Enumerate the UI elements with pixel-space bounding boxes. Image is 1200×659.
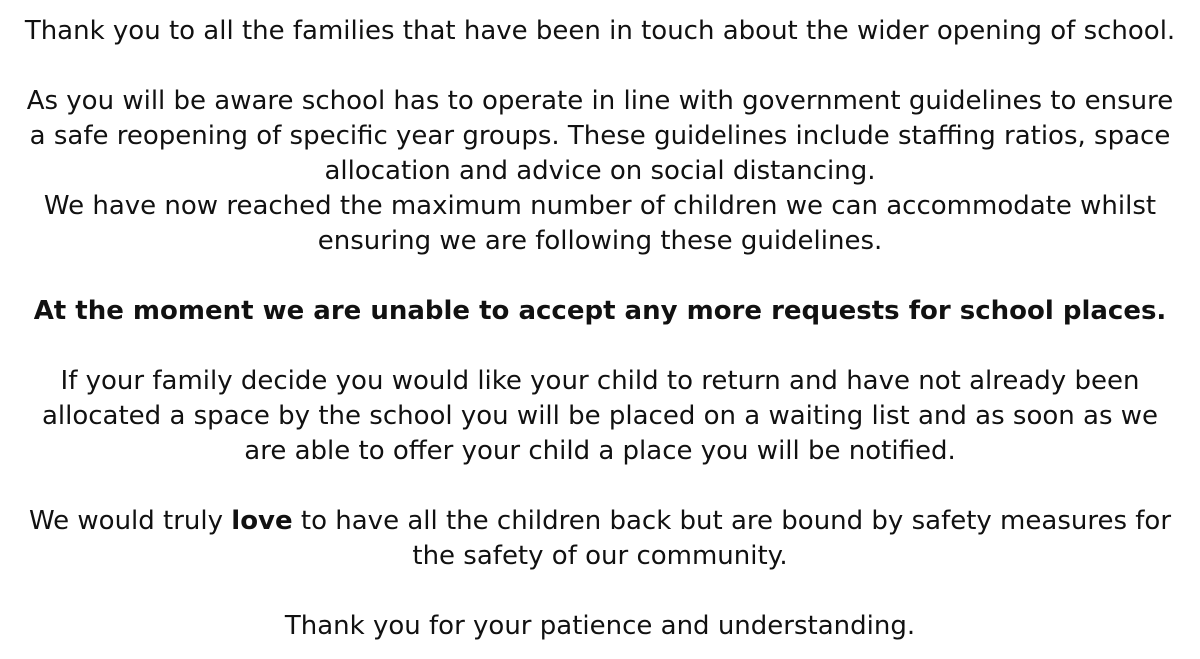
maximum-reached-paragraph: We have now reached the maximum number of children we can accommodate whilst ensuring we are following these guidelines. [43, 191, 1157, 256]
love-children-back-paragraph [20, 504, 1180, 574]
government-guidelines-paragraph: As you will be aware school has to operate in line with government guidelines to ensure a safe reopening of specific year groups. These guidelines include staffing ratios, space allocation and advice on social distancing. [26, 86, 1174, 186]
spacer [20, 574, 1180, 609]
spacer [20, 469, 1180, 504]
thank-you-patience-paragraph: Thank you for your patience and understanding. [284, 611, 916, 641]
waiting-list-paragraph: If your family decide you would like your child to return and have not already been allocated a space by the school you will be placed on a waiting list and as soon as we are able to offer your child a place you will be notified. [41, 366, 1159, 466]
love-emphasis: love [231, 506, 293, 536]
no-more-requests-heading: At the moment we are unable to accept any more requests for school places. [33, 296, 1167, 326]
school-notice [20, 14, 1180, 644]
spacer [20, 49, 1180, 84]
spacer [20, 329, 1180, 364]
thank-you-families-paragraph: Thank you to all the families that have been in touch about the wider opening of school. [24, 16, 1176, 46]
love-text-after: to have all the children back but are bound by safety measures for the safety of our community. [292, 506, 1172, 571]
spacer [20, 259, 1180, 294]
love-text-before: We would truly [28, 506, 232, 536]
